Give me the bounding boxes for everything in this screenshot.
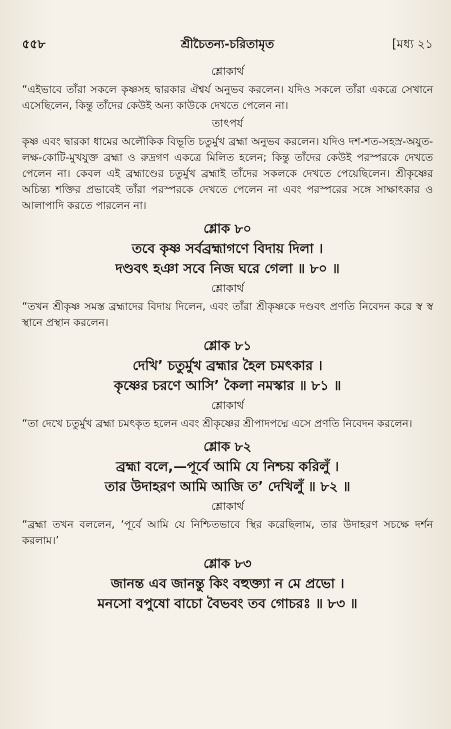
chapter-marker: [মধ্য ২১ xyxy=(392,37,433,51)
purport-text: কৃষ্ণ এবং দ্বারকা ধামের অলৌকিক বিভূতি চতুর্মুখ ব্রহ্মা অনুভব করলেন। যদিও দশ-শত-সহস্র-অযুত-লক্ষ-কোটি-মুখযুক্ত ব্রহ্মা ও রুদ্রগণ একত্রে মিলিত হলেন; কিন্তু তাঁদের কেউই পরস্পরকে দেখতে পেলেন না। কেবল এই ব্রহ্মাণ্ডের চতুর্মুখ ব্রহ্মাই তাঁদের সকলকে দেখতে পেয়েছিলেন। শ্রীকৃষ্ণের অচিন্ত্য শক্তির প্রভাবেই তাঁরা পরস্পরকে দেখতে পেলেন না এবং পরস্পরের সঙ্গে সাক্ষাৎকার ও আলাপাদি করতে পারলেন না। xyxy=(22,136,433,212)
translation-heading-81: শ্লোকার্থ xyxy=(211,399,244,412)
purport-heading: তাৎপর্য xyxy=(211,117,244,130)
verse-80-line-1: তবে কৃষ্ণ সর্বব্রহ্মাগণে বিদায় দিলা । xyxy=(131,241,324,257)
translation-text-81: “তা দেখে চতুর্মুখ ব্রহ্মা চমৎকৃত হলেন এবং শ্রীকৃষ্ণের শ্রীপাদপদ্মে এসে প্রণতি নিবেদন করলেন। xyxy=(22,418,413,430)
verse-heading-81: শ্লোক ৮১ xyxy=(203,339,252,354)
verse-83-line-2: মনসো বপুষো বাচো বৈভবং তব গোচরঃ ॥ ৮৩ ॥ xyxy=(97,596,358,612)
page-number: ৫৫৮ xyxy=(22,37,46,51)
verse-81-line-2: কৃষ্ণের চরণে আসি’ কৈলা নমস্কার ॥ ৮১ ॥ xyxy=(113,378,342,394)
verse-heading-82: শ্লোক ৮২ xyxy=(203,440,252,455)
translation-heading-82: শ্লোকার্থ xyxy=(211,500,244,513)
translation-heading: শ্লোকার্থ xyxy=(211,65,244,78)
page-header xyxy=(22,34,433,54)
verse-82-line-2: তার উদাহরণ আমি আজি ত’ দেখিলুঁ ॥ ৮২ ॥ xyxy=(104,479,351,495)
verse-82-line-1: ব্রহ্মা বলে,—পূর্বে আমি যে নিশ্চয় করিলুঁ । xyxy=(116,459,339,475)
verse-81-line-1: দেখি’ চতুর্মুখ ব্রহ্মার হৈল চমৎকার । xyxy=(132,358,323,374)
translation-text-82: “ব্রহ্মা তখন বললেন, ‘পূর্বে আমি যে নিশ্চিতভাবে স্থির করেছিলাম, তার উদাহরণ সচক্ষে দর্শন করলাম।’ xyxy=(22,519,433,547)
page-body xyxy=(22,64,433,614)
verse-80-line-2: দণ্ডবৎ হঞা সবে নিজ ঘরে গেলা ॥ ৮০ ॥ xyxy=(115,261,340,277)
verse-heading-83: শ্লোক ৮৩ xyxy=(203,557,252,572)
translation-heading-80: শ্লোকার্থ xyxy=(211,282,244,295)
running-title: শ্রীচৈতন্য-চরিতামৃত xyxy=(180,37,275,51)
translation-text-80: “তখন শ্রীকৃষ্ণ সমস্ত ব্রহ্মাদের বিদায় দিলেন, এবং তাঁরা শ্রীকৃষ্ণকে দণ্ডবৎ প্রণতি নিবেদন করে স্ব স্ব স্থানে প্রস্থান করলেন। xyxy=(22,301,433,329)
verse-heading-80: শ্লোক ৮০ xyxy=(203,222,252,237)
verse-83-line-1: জানন্ত এব জানন্তু কিং বহুক্ত্যা ন মে প্রভো । xyxy=(110,576,345,592)
translation-text: “এইভাবে তাঁরা সকলে কৃষ্ণসহ দ্বারকার ঐশ্বর্য অনুভব করলেন। যদিও সকলে তাঁরা একত্রে সেখানে এসেছিলেন, কিন্তু তাঁদের কেউই অন্য কাউকে দেখতে পেলেন না। xyxy=(22,84,433,112)
